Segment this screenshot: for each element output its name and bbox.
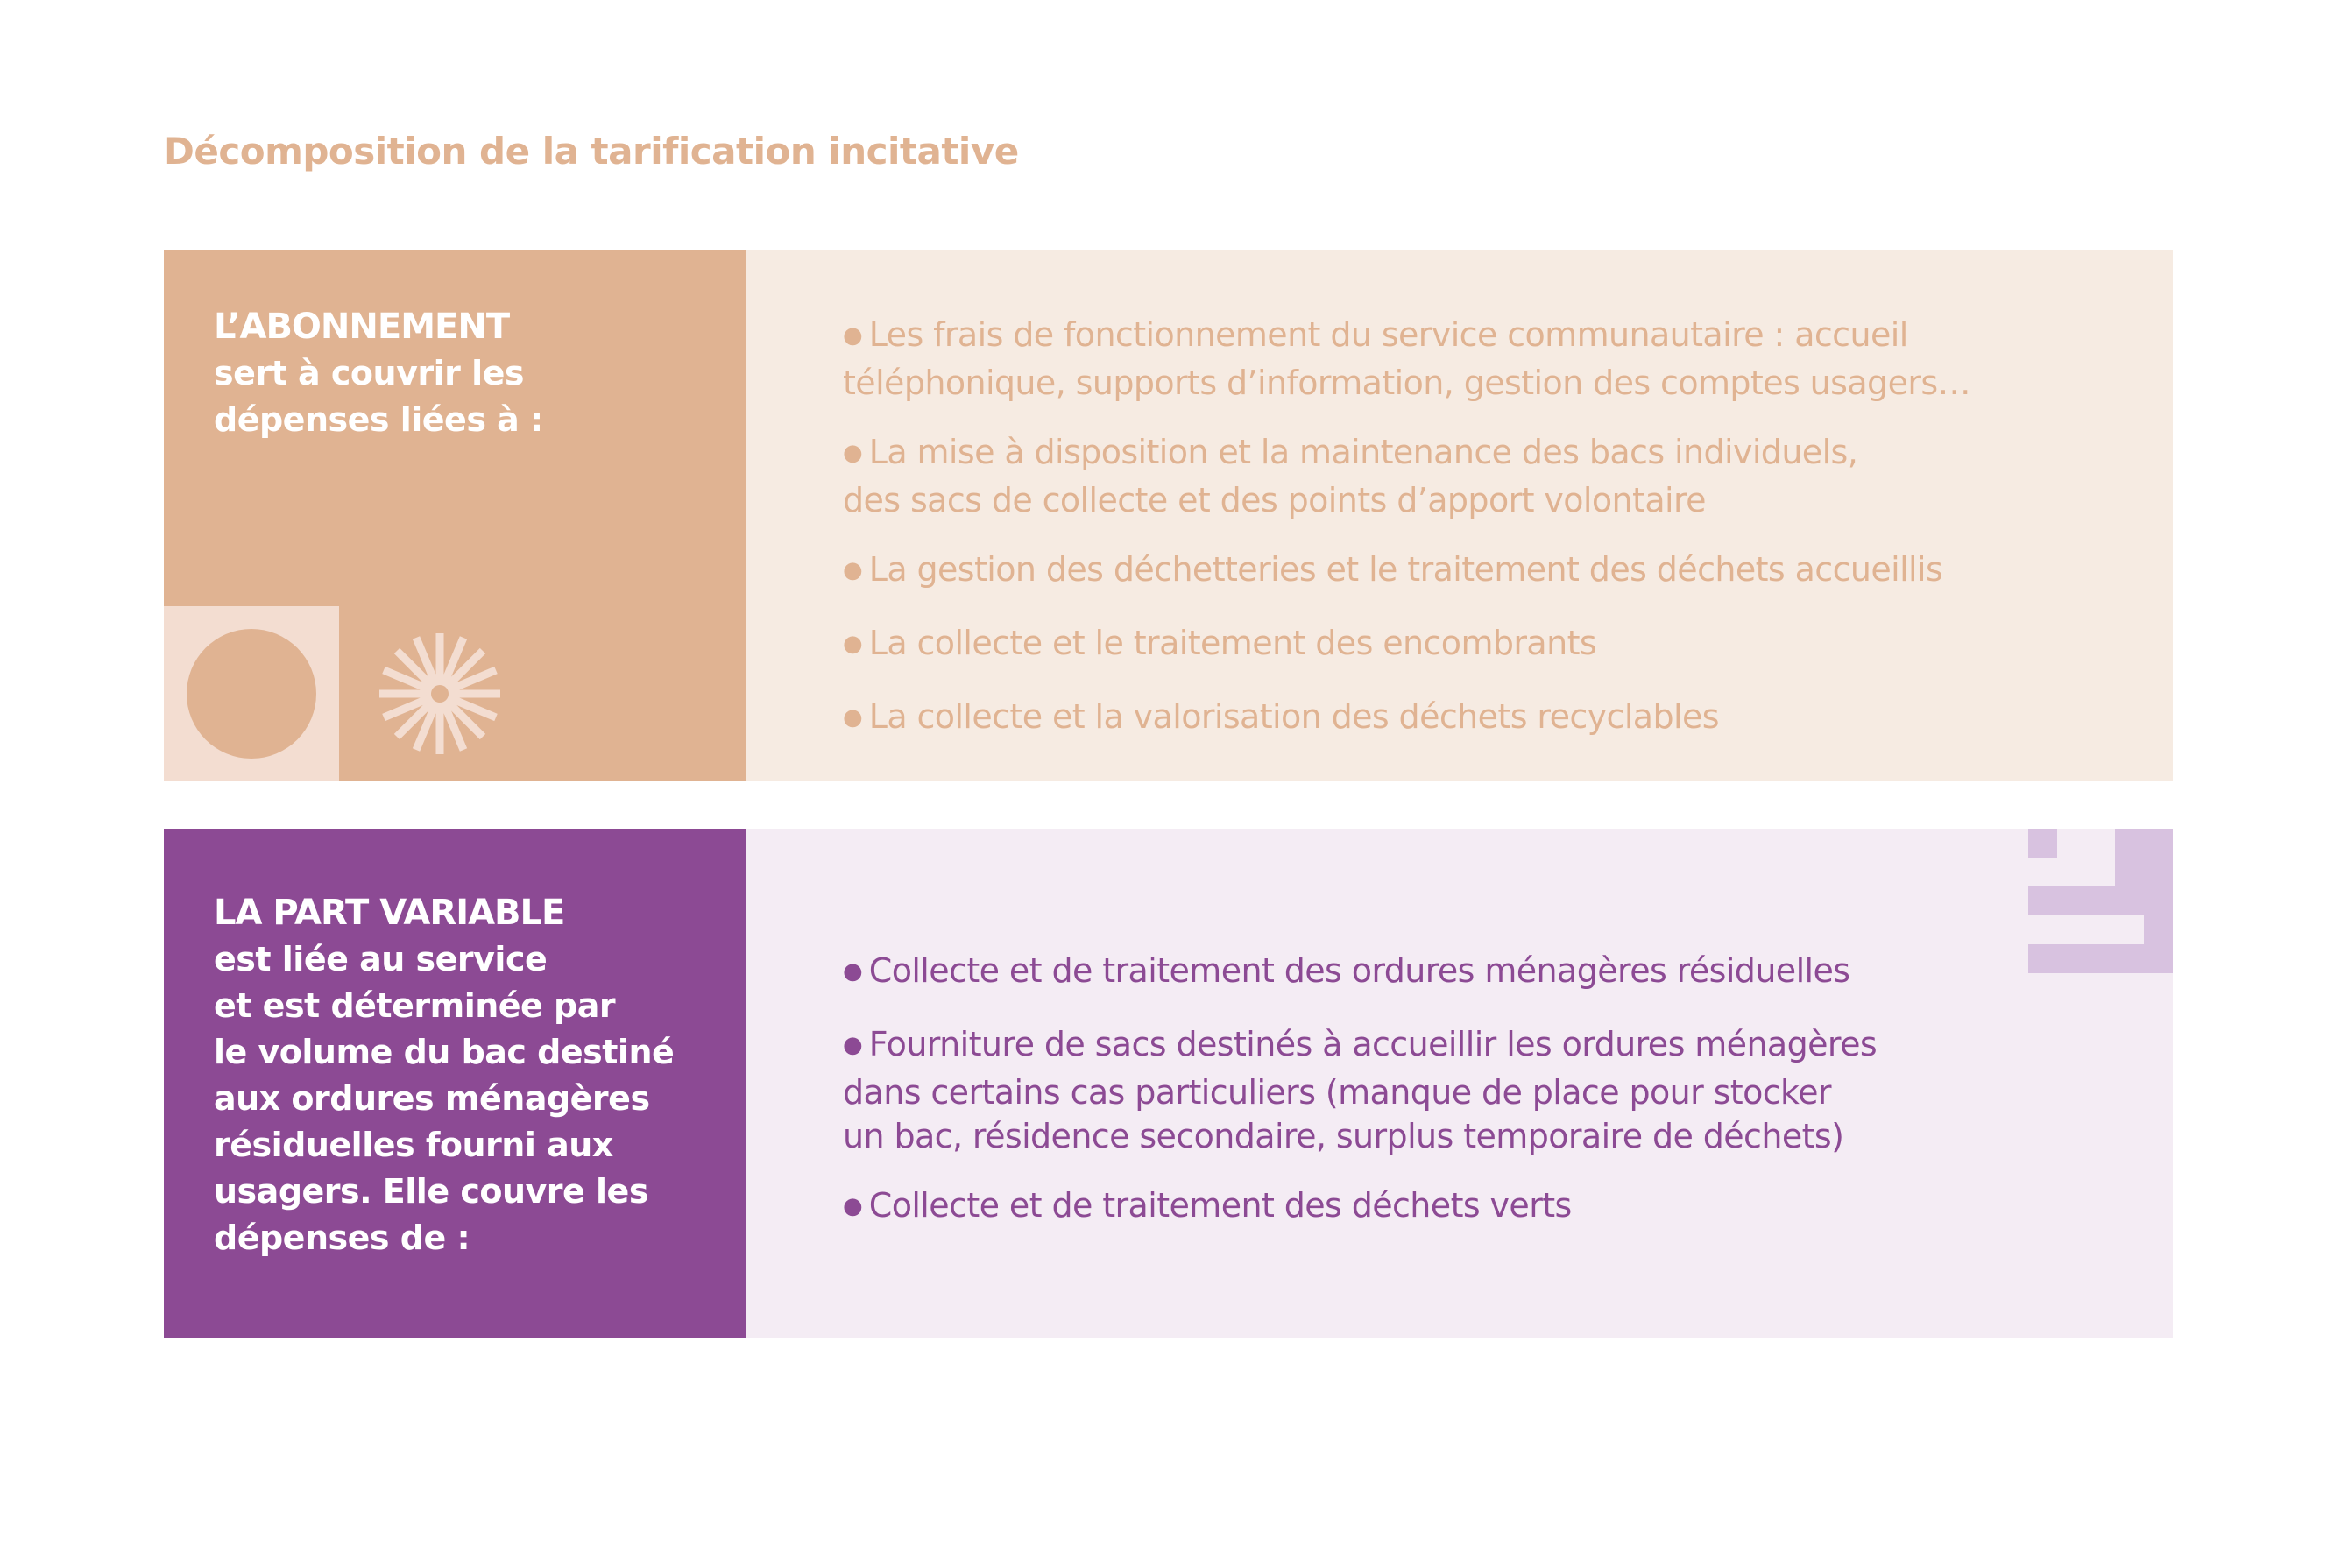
list-item: ● La mise à disposition et la maintenance des bacs individuels, des sacs de collecte et des points d’apport volontaire [843,430,2139,522]
variable-items-list [843,949,2139,1257]
subscription-section [164,250,2173,781]
list-item: ● Collecte et de traitement des ordures ménagères résiduelles [843,949,2139,997]
subscription-title: L’ABONNEMENT [214,307,510,347]
circle-icon [164,606,339,781]
sunburst-icon [374,628,506,759]
list-item: ● La collecte et la valorisation des déchets recyclables [843,695,2139,743]
list-item: ● La collecte et le traitement des encombrants [843,621,2139,669]
variable-description: est liée au service et est déterminée par le volume du bac destiné aux ordures ménagères résiduelles fourni aux usagers. Elle couvre les dépenses de : [214,940,675,1257]
list-item: ● Les frais de fonctionnement du service communautaire : accueil téléphonique, supports d’information, gestion des comptes usagers… [843,313,2139,405]
list-item: ● Collecte et de traitement des déchets verts [843,1183,2139,1232]
subscription-heading-panel [164,250,746,781]
subscription-heading-text [214,304,731,443]
variable-section [164,829,2173,1338]
list-item: ● Fourniture de sacs destinés à accueillir les ordures ménagères dans certains cas particuliers (manque de place pour stocker un bac, résidence secondaire, surplus temporaire de déchets) [843,1022,2139,1158]
corner-brackets-icon [2028,829,2173,973]
variable-heading-panel [164,829,746,1338]
page-title: Décomposition de la tarification incitative [164,130,1019,173]
variable-title: LA PART VARIABLE [214,893,565,933]
subscription-items-list [843,313,2139,768]
variable-heading-text [214,890,731,1261]
subscription-description: sert à couvrir les dépenses liées à : [214,354,543,439]
decor-square [164,606,339,781]
list-item: ● La gestion des déchetteries et le traitement des déchets accueillis [843,547,2139,596]
